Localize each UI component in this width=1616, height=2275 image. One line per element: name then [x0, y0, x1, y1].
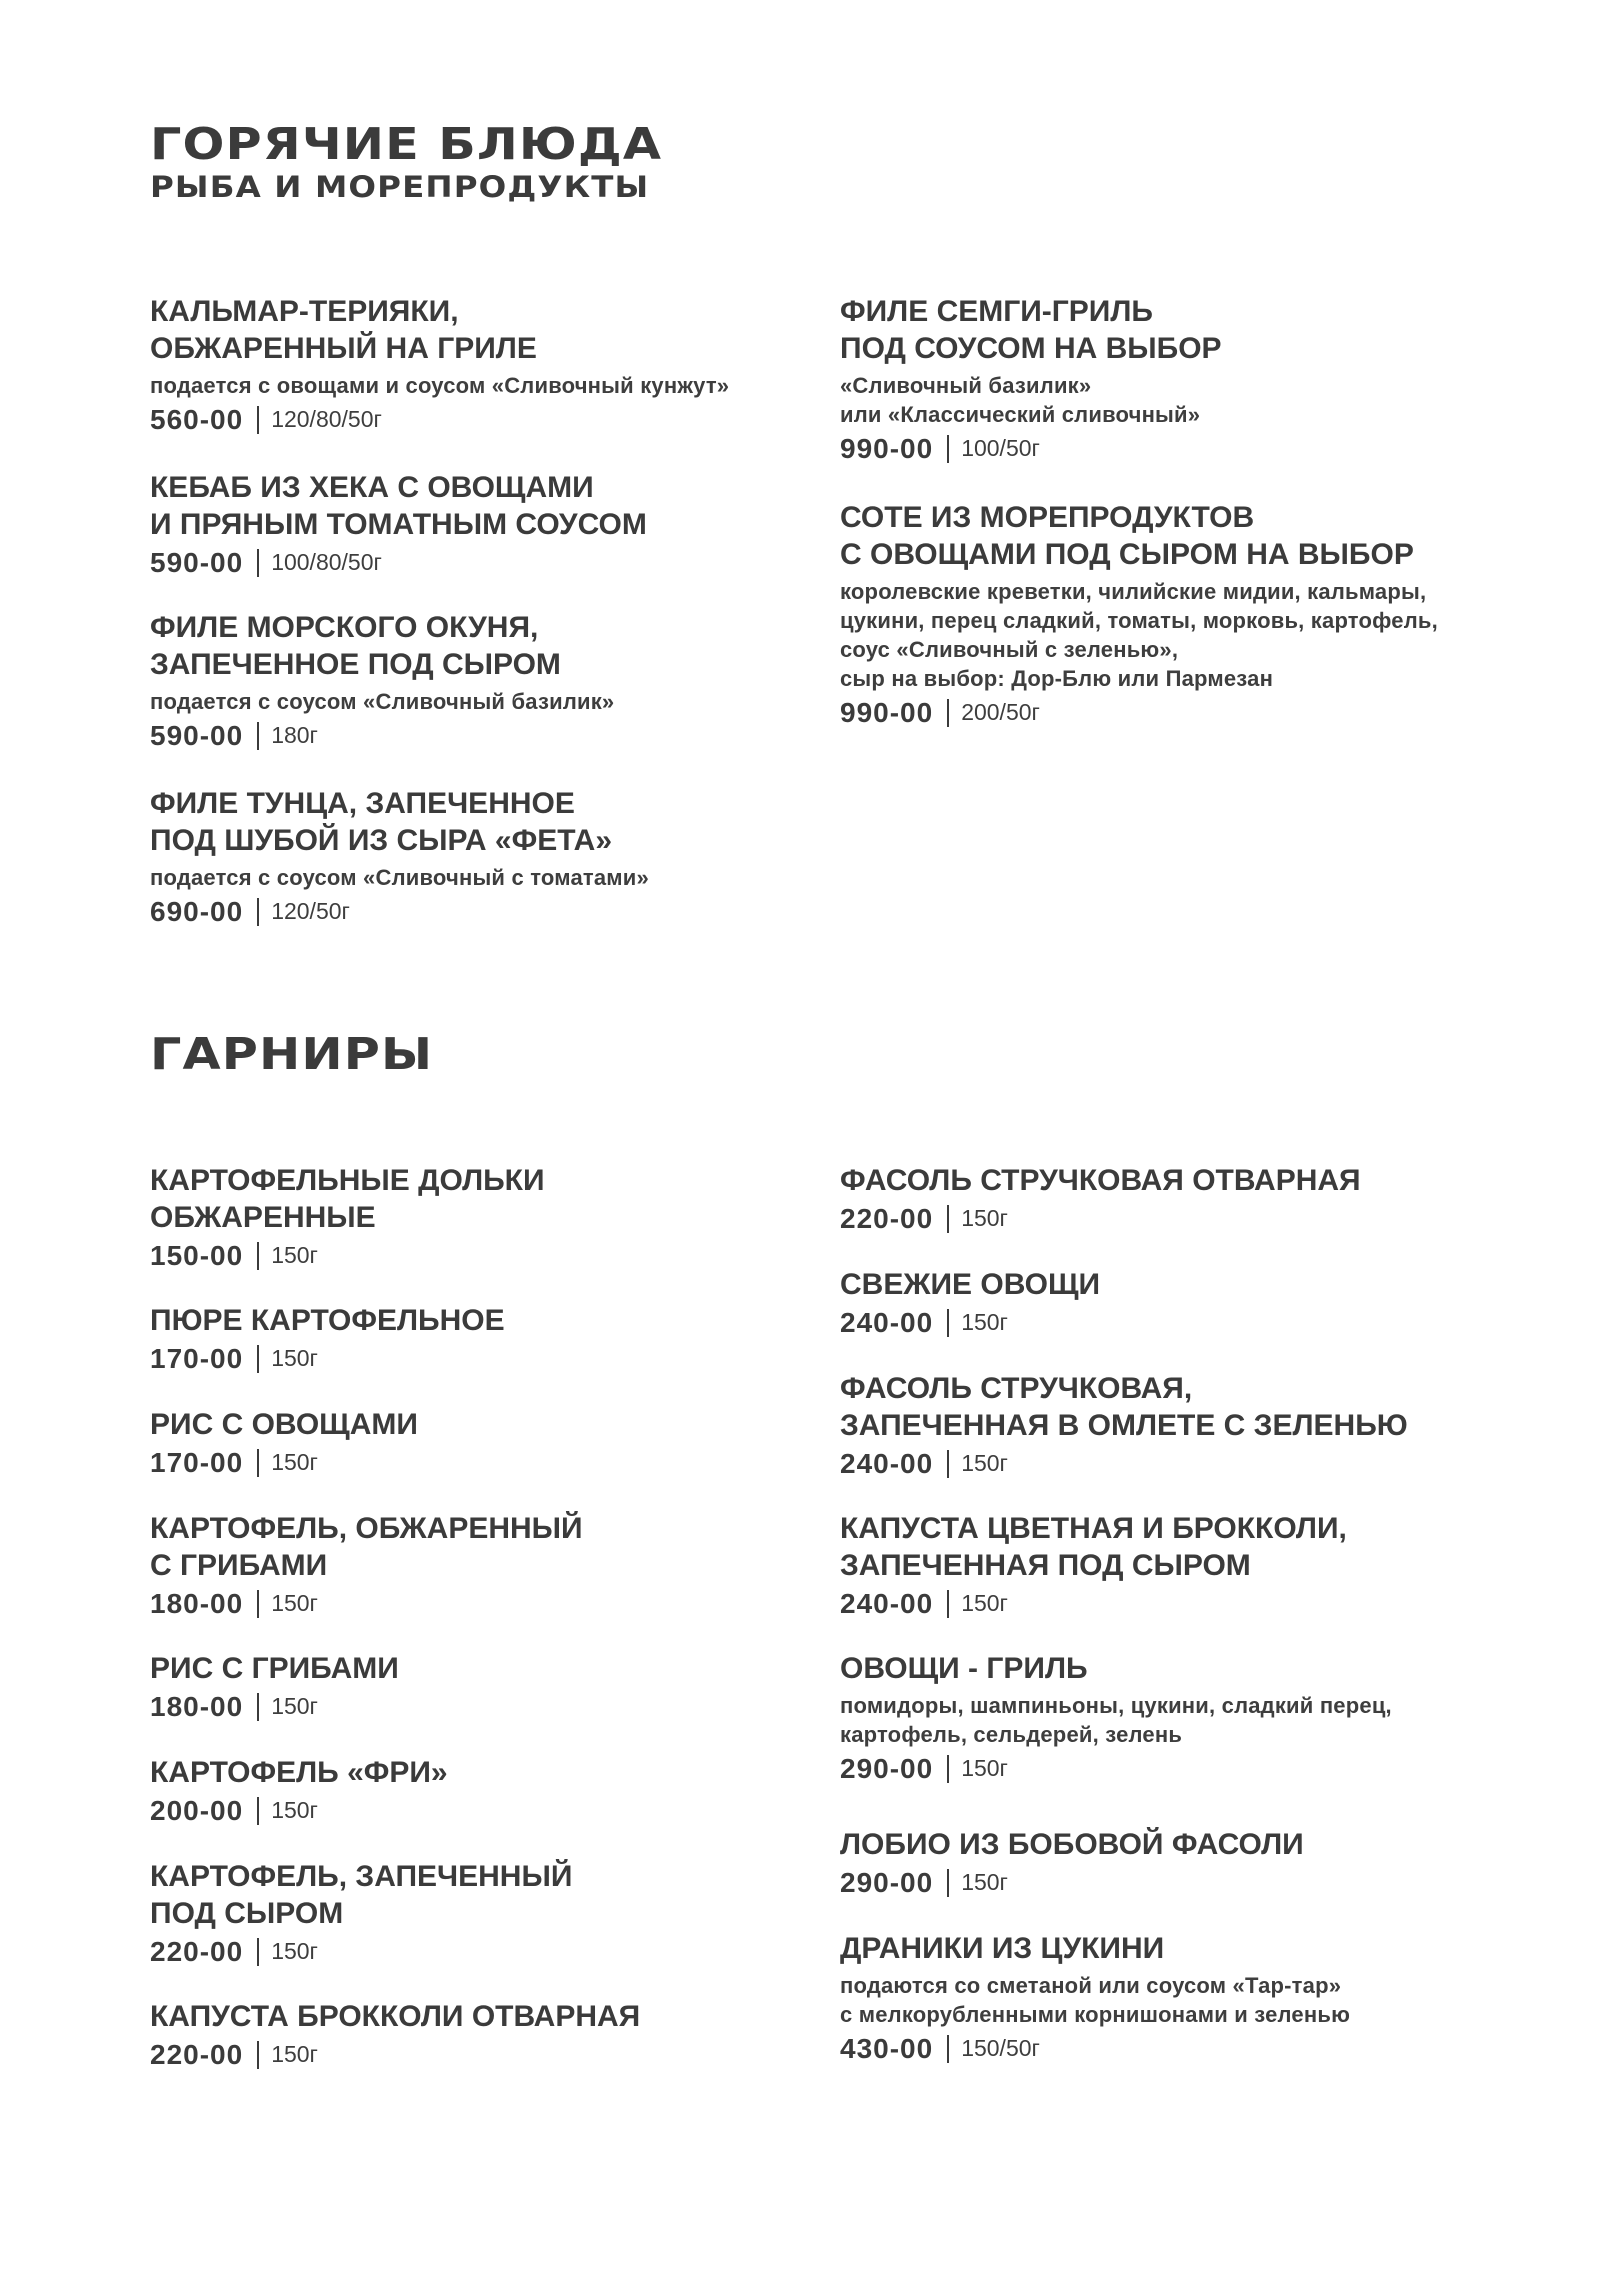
menu-item-weight: 150г — [271, 1590, 318, 1616]
menu-item — [840, 1162, 1500, 1236]
menu-item-price: 240-00 — [840, 1306, 934, 1338]
menu-item-price: 220-00 — [150, 1935, 244, 1967]
price-weight-divider — [257, 898, 259, 926]
menu-item-price-row — [150, 402, 810, 437]
menu-item-name — [840, 1266, 1500, 1303]
menu-item-price-row — [150, 1586, 810, 1621]
menu-item-name — [150, 1510, 810, 1584]
menu-item — [150, 785, 810, 929]
menu-item — [840, 293, 1500, 466]
menu-item-weight: 150г — [961, 1869, 1008, 1895]
price-weight-divider — [257, 1449, 259, 1477]
menu-item — [150, 1406, 810, 1480]
menu-item-price-row — [150, 1793, 810, 1828]
menu-item-name-line: ЛОБИО ИЗ БОБОВОЙ ФАСОЛИ — [840, 1828, 1304, 1861]
section-title-hot-dishes: ГОРЯЧИЕ БЛЮДА — [150, 119, 663, 170]
menu-item-description-line: сыр на выбор: Дор-Блю или Пармезан — [840, 666, 1274, 691]
menu-item-price-row — [150, 545, 810, 580]
price-weight-divider — [947, 435, 949, 463]
menu-item — [150, 1510, 810, 1621]
price-weight-divider — [257, 549, 259, 577]
menu-item-name — [840, 1826, 1500, 1863]
menu-item-name — [150, 1406, 810, 1443]
price-weight-divider — [257, 2041, 259, 2069]
menu-item-name-line: ПЮРЕ КАРТОФЕЛЬНОЕ — [150, 1304, 505, 1337]
menu-item-description-line: картофель, сельдерей, зелень — [840, 1722, 1183, 1747]
menu-item — [150, 609, 810, 753]
section-subtitle-fish-seafood: РЫБА И МОРЕПРОДУКТЫ — [150, 170, 650, 204]
menu-item-price: 590-00 — [150, 719, 244, 751]
menu-item-description — [840, 577, 1500, 693]
menu-item-name-line: ФИЛЕ ТУНЦА, ЗАПЕЧЕННОЕ — [150, 787, 575, 820]
menu-item-price-row — [840, 695, 1500, 730]
menu-item-price-row — [840, 1305, 1500, 1340]
menu-item-name — [150, 1162, 810, 1236]
menu-item-description — [150, 863, 810, 892]
menu-item-weight: 150г — [271, 1242, 318, 1268]
menu-item-weight: 100/80/50г — [271, 549, 382, 575]
menu-item-weight: 150г — [271, 1693, 318, 1719]
menu-item-name — [150, 469, 810, 543]
menu-item — [150, 1650, 810, 1724]
menu-item-name — [150, 1302, 810, 1339]
menu-item-price-row — [150, 1689, 810, 1724]
menu-item-price: 590-00 — [150, 546, 244, 578]
menu-item-name — [840, 1162, 1500, 1199]
menu-item-price: 240-00 — [840, 1587, 934, 1619]
menu-item-price-row — [150, 1934, 810, 1969]
price-weight-divider — [257, 406, 259, 434]
price-weight-divider — [947, 2035, 949, 2063]
menu-item — [150, 293, 810, 437]
menu-item — [150, 1162, 810, 1273]
menu-item-price-row — [150, 2037, 810, 2072]
menu-item-name-line: ДРАНИКИ ИЗ ЦУКИНИ — [840, 1932, 1165, 1965]
menu-item-name-line: СВЕЖИЕ ОВОЩИ — [840, 1268, 1101, 1301]
price-weight-divider — [947, 1309, 949, 1337]
menu-item-description-line: подается с соусом «Сливочный с томатами» — [150, 865, 649, 890]
menu-item-name-line: ФИЛЕ МОРСКОГО ОКУНЯ, — [150, 611, 539, 644]
menu-item-name-line: ЗАПЕЧЕННАЯ ПОД СЫРОМ — [840, 1549, 1251, 1582]
menu-item-weight: 150/50г — [961, 2035, 1040, 2061]
menu-item-price-row — [840, 1751, 1500, 1786]
menu-item — [840, 1826, 1500, 1900]
menu-item-name-line: С ГРИБАМИ — [150, 1549, 328, 1582]
menu-item-price: 240-00 — [840, 1447, 934, 1479]
menu-item-price: 990-00 — [840, 432, 934, 464]
menu-item-name — [840, 1510, 1500, 1584]
menu-item — [840, 1370, 1500, 1481]
menu-item — [150, 1998, 810, 2072]
menu-item-weight: 150г — [271, 1449, 318, 1475]
menu-item-description-line: соус «Сливочный с зеленью», — [840, 637, 1179, 662]
menu-item-price: 200-00 — [150, 1794, 244, 1826]
menu-item-weight: 150г — [271, 2041, 318, 2067]
menu-item-name-line: КАРТОФЕЛЬ «ФРИ» — [150, 1756, 448, 1789]
menu-item-weight: 150г — [271, 1797, 318, 1823]
menu-item-name-line: С ОВОЩАМИ ПОД СЫРОМ НА ВЫБОР — [840, 538, 1414, 571]
menu-item-price-row — [840, 1865, 1500, 1900]
menu-item-price-row — [840, 1446, 1500, 1481]
menu-item-description-line: с мелкорубленными корнишонами и зеленью — [840, 2002, 1351, 2027]
menu-item-price-row — [150, 894, 810, 929]
menu-item-name-line: КЕБАБ ИЗ ХЕКА С ОВОЩАМИ — [150, 471, 594, 504]
menu-item-name-line: РИС С ОВОЩАМИ — [150, 1408, 418, 1441]
menu-item — [150, 469, 810, 580]
section-title-garnishes: ГАРНИРЫ — [150, 1029, 434, 1080]
price-weight-divider — [257, 1345, 259, 1373]
menu-item-price: 180-00 — [150, 1587, 244, 1619]
menu-item-name — [840, 293, 1500, 367]
menu-item-name-line: ЗАПЕЧЕННОЕ ПОД СЫРОМ — [150, 648, 561, 681]
menu-item-name — [840, 499, 1500, 573]
menu-item-name-line: ПОД СЫРОМ — [150, 1897, 344, 1930]
menu-item-weight: 150г — [961, 1309, 1008, 1335]
price-weight-divider — [947, 1450, 949, 1478]
menu-item — [840, 1266, 1500, 1340]
menu-item-name-line: ОВОЩИ - ГРИЛЬ — [840, 1652, 1088, 1685]
price-weight-divider — [947, 1590, 949, 1618]
menu-item-name — [150, 293, 810, 367]
menu-item-price-row — [150, 1341, 810, 1376]
menu-item-name — [150, 1858, 810, 1932]
menu-item — [150, 1858, 810, 1969]
price-weight-divider — [947, 699, 949, 727]
menu-item-price: 150-00 — [150, 1239, 244, 1271]
menu-item-description-line: помидоры, шампиньоны, цукини, сладкий перец, — [840, 1693, 1392, 1718]
menu-item-name — [150, 1754, 810, 1791]
menu-item-name-line: СОТЕ ИЗ МОРЕПРОДУКТОВ — [840, 501, 1255, 534]
menu-item-price: 690-00 — [150, 895, 244, 927]
menu-item-name — [840, 1370, 1500, 1444]
menu-item-weight: 150г — [961, 1590, 1008, 1616]
price-weight-divider — [257, 722, 259, 750]
menu-item — [840, 499, 1500, 730]
menu-item-weight: 120/50г — [271, 898, 350, 924]
menu-item-price: 170-00 — [150, 1446, 244, 1478]
menu-item-price-row — [840, 1201, 1500, 1236]
menu-item-price: 990-00 — [840, 696, 934, 728]
menu-item — [150, 1302, 810, 1376]
menu-item-weight: 150г — [961, 1755, 1008, 1781]
menu-item-name-line: ПОД ШУБОЙ ИЗ СЫРА «ФЕТА» — [150, 824, 612, 857]
menu-item-name — [840, 1650, 1500, 1687]
price-weight-divider — [947, 1755, 949, 1783]
menu-item — [840, 1930, 1500, 2066]
menu-item-name-line: ОБЖАРЕННЫЕ — [150, 1201, 376, 1234]
menu-item-name-line: КАПУСТА БРОККОЛИ ОТВАРНАЯ — [150, 2000, 641, 2033]
menu-item-description-line: подается с овощами и соусом «Сливочный кунжут» — [150, 373, 730, 398]
menu-item-weight: 100/50г — [961, 435, 1040, 461]
menu-item-name-line: ПОД СОУСОМ НА ВЫБОР — [840, 332, 1222, 365]
price-weight-divider — [257, 1590, 259, 1618]
menu-item-description — [840, 1971, 1500, 2029]
menu-item-name-line: И ПРЯНЫМ ТОМАТНЫМ СОУСОМ — [150, 508, 647, 541]
menu-item-price: 180-00 — [150, 1690, 244, 1722]
menu-item-price-row — [150, 1445, 810, 1480]
menu-item-price-row — [150, 1238, 810, 1273]
menu-item — [150, 1754, 810, 1828]
menu-item-name — [150, 785, 810, 859]
menu-item-name — [150, 1998, 810, 2035]
menu-item-weight: 200/50г — [961, 699, 1040, 725]
menu-item-name-line: КАРТОФЕЛЬНЫЕ ДОЛЬКИ — [150, 1164, 545, 1197]
menu-item-description-line: «Сливочный базилик» — [840, 373, 1092, 398]
menu-item-price-row — [840, 431, 1500, 466]
menu-item-description-line: подаются со сметаной или соусом «Тар-тар» — [840, 1973, 1342, 1998]
menu-item-name-line: ОБЖАРЕННЫЙ НА ГРИЛЕ — [150, 332, 537, 365]
menu-item — [840, 1510, 1500, 1621]
menu-item-name-line: КАРТОФЕЛЬ, ОБЖАРЕННЫЙ — [150, 1512, 583, 1545]
menu-item-description — [150, 371, 810, 400]
menu-item-name-line: ФИЛЕ СЕМГИ-ГРИЛЬ — [840, 295, 1153, 328]
menu-item-description — [150, 687, 810, 716]
menu-item-description — [840, 1691, 1500, 1749]
menu-item-price: 220-00 — [840, 1202, 934, 1234]
menu-item-weight: 150г — [271, 1938, 318, 1964]
menu-item-price-row — [840, 1586, 1500, 1621]
menu-item-name — [150, 609, 810, 683]
menu-item-weight: 150г — [961, 1205, 1008, 1231]
price-weight-divider — [257, 1938, 259, 1966]
menu-item-name — [150, 1650, 810, 1687]
menu-item-price: 560-00 — [150, 403, 244, 435]
price-weight-divider — [257, 1242, 259, 1270]
menu-item-description-line: подается с соусом «Сливочный базилик» — [150, 689, 615, 714]
menu-item-weight: 150г — [961, 1450, 1008, 1476]
menu-item-weight: 120/80/50г — [271, 406, 382, 432]
menu-item-price: 220-00 — [150, 2038, 244, 2070]
menu-item-name — [840, 1930, 1500, 1967]
price-weight-divider — [947, 1869, 949, 1897]
menu-item-weight: 180г — [271, 722, 318, 748]
menu-item-description-line: или «Классический сливочный» — [840, 402, 1201, 427]
price-weight-divider — [947, 1205, 949, 1233]
menu-item-price: 290-00 — [840, 1866, 934, 1898]
menu-item-description-line: цукини, перец сладкий, томаты, морковь, картофель, — [840, 608, 1438, 633]
menu-item-description — [840, 371, 1500, 429]
menu-item-price-row — [150, 718, 810, 753]
price-weight-divider — [257, 1797, 259, 1825]
menu-item-name-line: КАРТОФЕЛЬ, ЗАПЕЧЕННЫЙ — [150, 1860, 573, 1893]
menu-item-description-line: королевские креветки, чилийские мидии, кальмары, — [840, 579, 1427, 604]
menu-item-name-line: КАПУСТА ЦВЕТНАЯ И БРОККОЛИ, — [840, 1512, 1347, 1545]
menu-item-name-line: РИС С ГРИБАМИ — [150, 1652, 399, 1685]
price-weight-divider — [257, 1693, 259, 1721]
menu-item — [840, 1650, 1500, 1786]
menu-item-price-row — [840, 2031, 1500, 2066]
menu-item-weight: 150г — [271, 1345, 318, 1371]
menu-item-name-line: ФАСОЛЬ СТРУЧКОВАЯ, — [840, 1372, 1193, 1405]
menu-item-name-line: ЗАПЕЧЕННАЯ В ОМЛЕТЕ С ЗЕЛЕНЬЮ — [840, 1409, 1408, 1442]
menu-item-name-line: ФАСОЛЬ СТРУЧКОВАЯ ОТВАРНАЯ — [840, 1164, 1361, 1197]
menu-item-name-line: КАЛЬМАР-ТЕРИЯКИ, — [150, 295, 459, 328]
menu-item-price: 430-00 — [840, 2032, 934, 2064]
menu-item-price: 170-00 — [150, 1342, 244, 1374]
menu-item-price: 290-00 — [840, 1752, 934, 1784]
